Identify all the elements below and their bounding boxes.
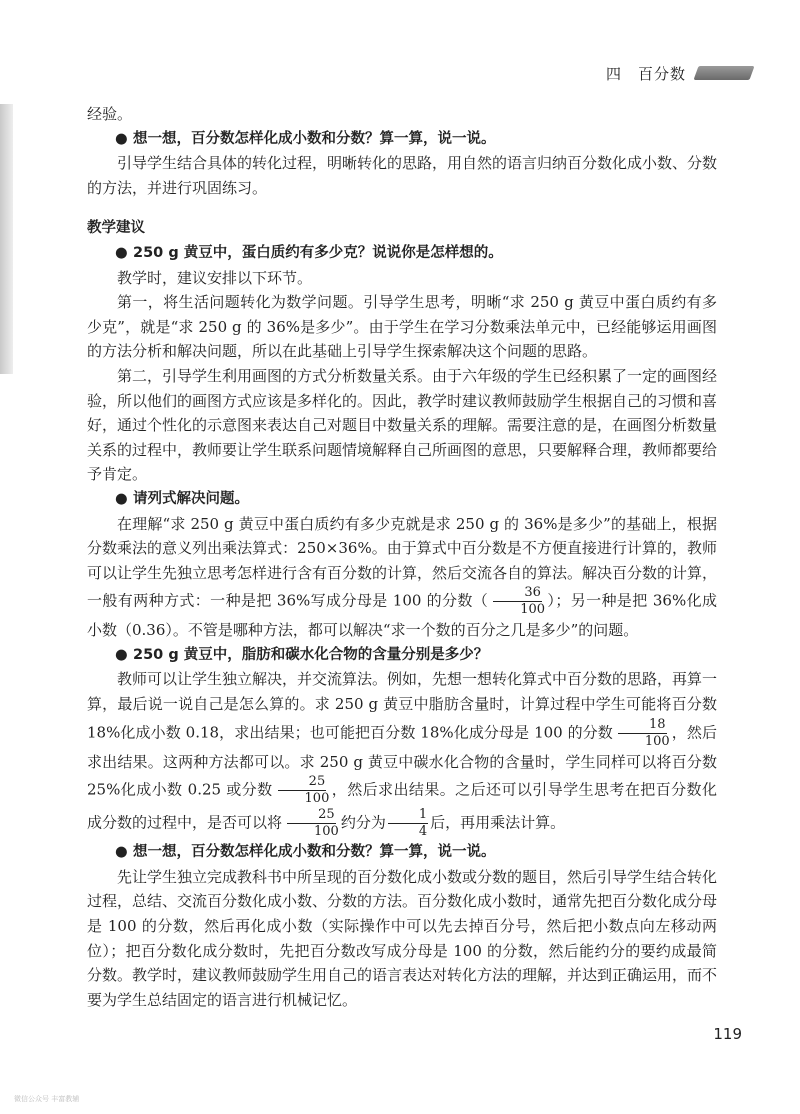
- denominator: 100: [520, 602, 546, 618]
- text-run: 在理解“求 250 g 黄豆中蛋白质约有多少克就是求 250 g 的 36%是多少”的基础上，根据分数乘法的意义列出乘法算式：250×36%。由于算式中百分数是不方便直接进行计算的，教师可以让学生先独立思考怎样进行含有百分数的计算，然后交流各自的算法。解决百分数的计算，一般有两种方式：一种是把 36%写成分母是 100 的分数（: [87, 514, 718, 610]
- bullet-icon: ●: [115, 244, 128, 261]
- watermark: 微信公众号 丰富教辅: [14, 1095, 80, 1103]
- denominator: 100: [304, 791, 330, 807]
- denominator: 100: [314, 824, 339, 840]
- numerator: 36: [493, 585, 542, 602]
- paragraph: [87, 512, 717, 643]
- paragraph: 教学时，建议安排以下环节。: [117, 268, 313, 287]
- fraction: [490, 585, 545, 618]
- bullet-icon: ●: [115, 844, 128, 861]
- paragraph: 经验。: [87, 105, 133, 123]
- bullet-icon: ●: [115, 130, 128, 147]
- header-decoration-bar: [693, 66, 754, 80]
- numerator: 25: [287, 807, 336, 824]
- text-run: ）；另一种是把 36%化成小数（0.36）。不管是哪种方法，都可以解决“求一个数的百分之几是多少”的问题。: [87, 591, 718, 640]
- bullet-text: 想一想，百分数怎样化成小数和分数？算一算，说一说。: [133, 130, 496, 147]
- fraction: [284, 807, 339, 840]
- bullet-text: 250 g 黄豆中，蛋白质约有多少克？说说你是怎样想的。: [133, 244, 503, 261]
- fraction: [388, 807, 428, 840]
- paragraph: 引导学生结合具体的转化过程，明晰转化的思路，用自然的语言归纳百分数化成小数、分数的方法，并进行巩固练习。: [87, 154, 718, 197]
- text-run: 约分为: [340, 813, 386, 832]
- bullet-icon: ●: [115, 490, 128, 507]
- text-run: ，然后求出结果。之后还可以引导学生思考在把百分数化成分数的过程中，是否可以将: [87, 780, 717, 832]
- page-edge-strip: [0, 104, 13, 374]
- bullet-text: 250 g 黄豆中，脂肪和碳水化合物的含量分别是多少？: [133, 646, 489, 663]
- bullet-icon: ●: [115, 646, 128, 663]
- paragraph: [87, 667, 717, 840]
- chapter-title: 四 百分数: [605, 64, 686, 83]
- bullet-heading: [87, 643, 717, 668]
- bullet-heading: [87, 241, 717, 266]
- paragraph: 先让学生独立完成教科书中所呈现的百分数化成小数或分数的题目，然后引导学生结合转化过程，总结、交流百分数化成小数、分数的方法。百分数化成小数时，通常先把百分数化成分母是 100 的分数，然后再化成小数（实际操作中可以先去掉百分号，然后把小数点向左移动两位）；把百分数化成分数时，先把百分数改写成分母是 100 的分数，然后能约分的要约成最简分数。教学时，建议教师鼓励学生用自己的语言表达对转化方法的理解，并达到正确运用，而不要为学生总结固定的语言进行机械记忆。: [87, 867, 718, 1009]
- bullet-text: 请列式解决问题。: [133, 490, 249, 507]
- page-number: 119: [713, 1025, 742, 1043]
- bullet-heading: [87, 487, 717, 512]
- denominator: 100: [644, 733, 670, 749]
- bullet-heading: [87, 127, 717, 152]
- fraction: [615, 717, 670, 750]
- paragraph: 第二，引导学生利用画图的方式分析数量关系。由于六年级的学生已经积累了一定的画图经验，所以他们的画图方式应该是多样化的。因此，教学时建议教师鼓励学生根据自己的习惯和喜好，通过个性化的示意图来表达自己对题目中数量关系的理解。需要注意的是，在画图分析数量关系的过程中，教师要让学生联系问题情境解释自己所画图的意思，只要解释合理，教师都要给予肯定。: [87, 366, 718, 484]
- running-header: [606, 62, 752, 84]
- text-run: ，然后求出结果。这两种方法都可以。求 250 g 黄豆中碳水化合物的含量时，学生同样可以将百分数 25%化成小数 0.25 或分数: [87, 723, 717, 799]
- numerator: 18: [618, 717, 667, 734]
- page-body: [87, 102, 717, 1012]
- text-run: 教师可以让学生独立解决，并交流算法。例如，先想一想转化算式中百分数的思路，再算一算，最后说一说自己是怎么算的。求 250 g 黄豆中脂肪含量时，计算过程中学生可能将百分数 18%化成小数 0.18，求出结果；也可能把百分数 18%化成分母是 100 的分数: [87, 670, 718, 742]
- denominator: 4: [418, 824, 428, 840]
- bullet-text: 想一想，百分数怎样化成小数和分数？算一算，说一说。: [133, 844, 496, 861]
- numerator: 1: [388, 807, 428, 824]
- paragraph: 第一，将生活问题转化为数学问题。引导学生思考，明晰“求 250 g 黄豆中蛋白质约有多少克”，就是“求 250 g 的 36%是多少”。由于学生在学习分数乘法单元中，已经能够运用画图的方法分析和解决问题，所以在此基础上引导学生探索解决这个问题的思路。: [87, 293, 717, 361]
- text-run: 后，再用乘法计算。: [430, 813, 566, 832]
- bullet-heading: [87, 840, 717, 865]
- numerator: 25: [278, 774, 327, 791]
- fraction: [275, 774, 330, 807]
- section-heading: 教学建议: [87, 220, 145, 237]
